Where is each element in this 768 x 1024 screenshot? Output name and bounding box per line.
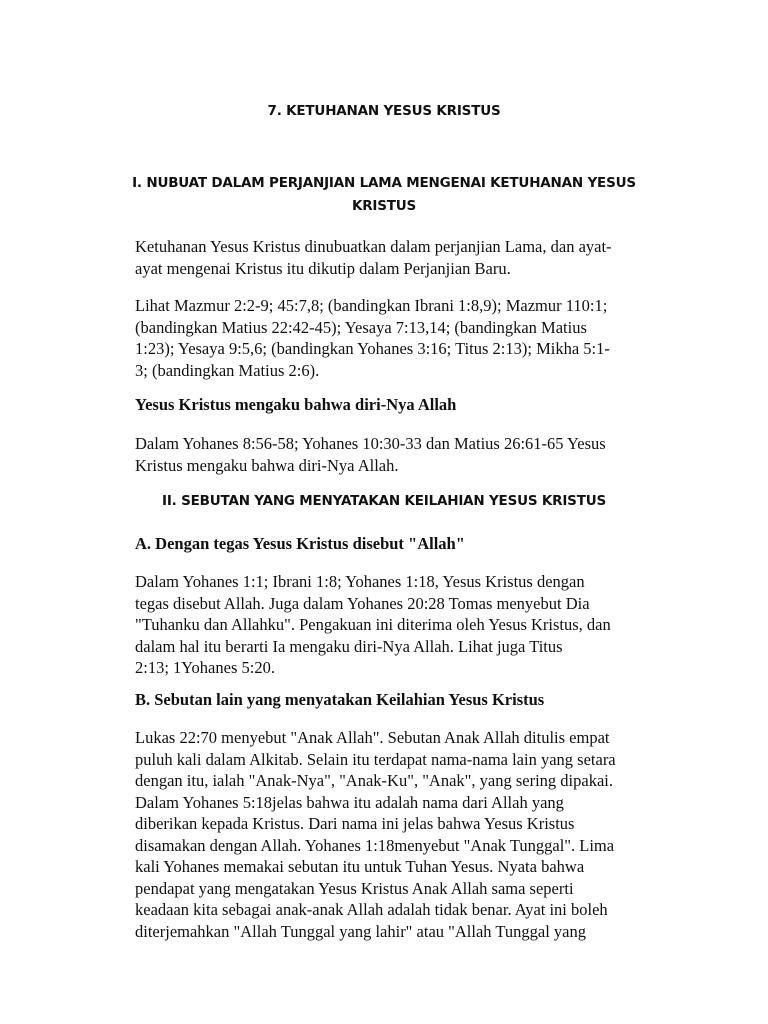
section1-subheading: Yesus Kristus mengaku bahwa diri-Nya Allah [135, 395, 457, 414]
section1-paragraph-3: Dalam Yohanes 8:56-58; Yohanes 10:30-33 dan Matius 26:61-65 Yesus Kristus mengaku bahwa diri-Nya Allah. [135, 434, 606, 475]
section2-heading: II. SEBUTAN YANG MENYATAKAN KEILAHIAN YESUS KRISTUS [162, 493, 606, 509]
section1-paragraph-1: Ketuhanan Yesus Kristus dinubuatkan dalam perjanjian Lama, dan ayat- ayat mengenai Kristus itu dikutip dalam Perjanjian Baru. [135, 237, 612, 278]
section2-paragraph-b: Lukas 22:70 menyebut "Anak Allah". Sebutan Anak Allah ditulis empat puluh kali dalam Alkitab. Selain itu terdapat nama-nama lain yang setara dengan itu, ialah "Anak-Nya", "Anak-Ku", "Anak", yang sering dipakai. Dalam Yohanes 5:18jelas bahwa itu adalah nama dari Allah yang diberikan kepada Kristus. Dari nama ini jelas bahwa Yesus Kristus disamakan dengan Allah. Yohanes 1:18menyebut "Anak Tunggal". Lima kali Yohanes memakai sebutan itu untuk Tuhan Yesus. Nyata bahwa pendapat yang mengatakan Yesus Kristus Anak Allah sama seperti keadaan kita sebagai anak-anak Allah adalah tidak benar. Ayat ini boleh diterjemahkan "Allah Tunggal yang lahir" atau "Allah Tunggal yang [135, 728, 616, 941]
section1-paragraph-2: Lihat Mazmur 2:2-9; 45:7,8; (bandingkan Ibrani 1:8,9); Mazmur 110:1; (bandingkan Matius 22:42-45); Yesaya 7:13,14; (bandingkan Matius 1:23); Yesaya 9:5,6; (bandingkan Yohanes 3:16; Titus 2:13); Mikha 5:1- 3; (bandingkan Matius 2:6). [135, 296, 610, 380]
section2-sub-a: A. Dengan tegas Yesus Kristus disebut "Allah" [135, 534, 465, 553]
section1-heading-line2: KRISTUS [351, 198, 417, 214]
document-title: 7. KETUHANAN YESUS KRISTUS [267, 103, 501, 119]
section2-sub-b: B. Sebutan lain yang menyatakan Keilahian Yesus Kristus [135, 690, 545, 709]
section1-heading-line1: I. NUBUAT DALAM PERJANJIAN LAMA MENGENAI KETUHANAN YESUS [132, 175, 636, 191]
section2-paragraph-a: Dalam Yohanes 1:1; Ibrani 1:8; Yohanes 1:18, Yesus Kristus dengan tegas disebut Allah. Juga dalam Yohanes 20:28 Tomas menyebut Dia "Tuhanku dan Allahku". Pengakuan ini diterima oleh Yesus Kristus, dan dalam hal itu berarti Ia mengaku diri-Nya Allah. Lihat juga Titus 2:13; 1Yohanes 5:20. [135, 572, 611, 677]
